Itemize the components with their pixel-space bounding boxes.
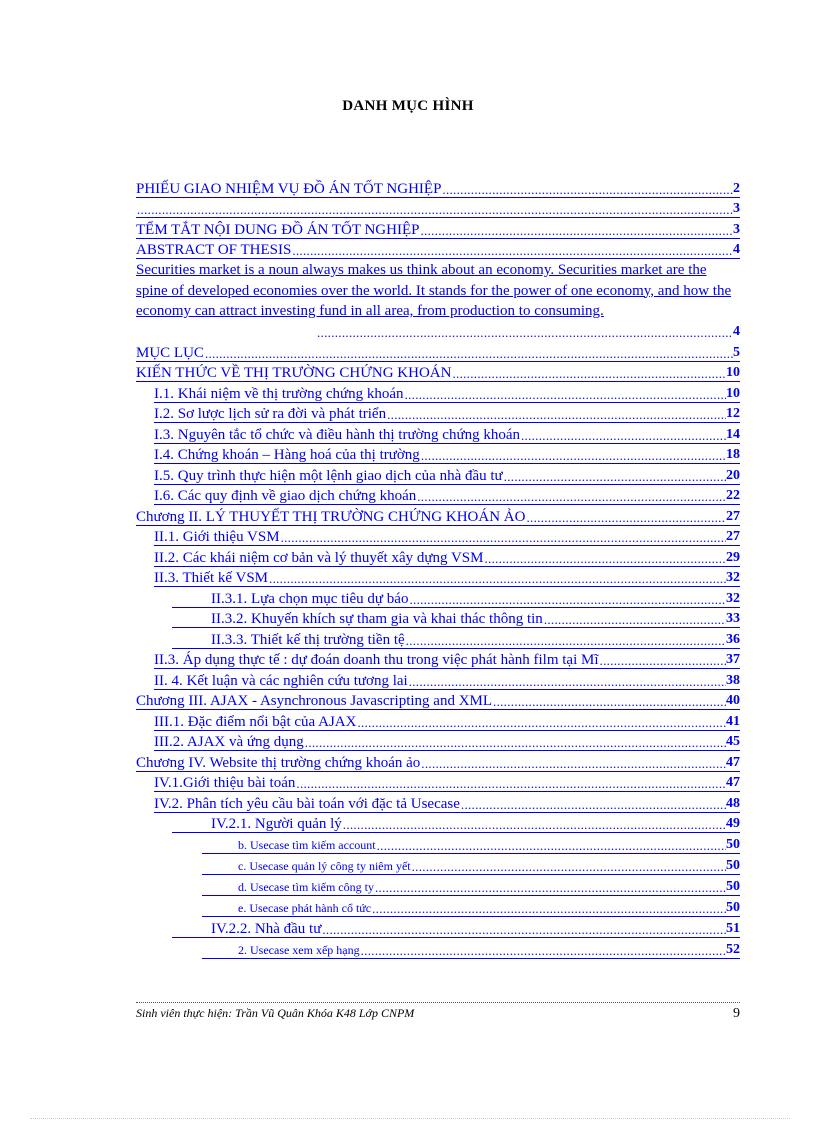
toc-page-number: 47	[726, 754, 740, 770]
toc-underline	[154, 750, 740, 751]
footer-divider	[136, 1002, 740, 1003]
toc-entry-text: I.4. Chứng khoán – Hàng hoá của thị trường	[154, 447, 420, 463]
toc-entry-text: I.5. Quy trình thực hiện một lệnh giao dịch của nhà đầu tư	[154, 467, 503, 484]
toc-entry[interactable]	[136, 588, 740, 609]
toc-entry[interactable]	[136, 939, 740, 960]
toc-entry[interactable]	[136, 732, 740, 753]
toc-page-number: 49	[726, 816, 740, 831]
toc-page-number: 20	[726, 467, 740, 483]
toc-underline	[154, 668, 740, 669]
toc-underline	[154, 504, 740, 505]
toc-entry[interactable]	[136, 342, 740, 363]
toc-underline	[136, 197, 740, 198]
toc-entry[interactable]	[136, 609, 740, 630]
toc-underline	[136, 361, 740, 362]
toc-entry-text: II.1. Giới thiệu VSM	[154, 529, 280, 545]
toc-entry-leader-line	[136, 322, 740, 343]
toc-page-number: 50	[726, 879, 740, 894]
toc-entry-text: I.3. Nguyên tắc tổ chức và điều hành thị trường chứng khoán	[154, 426, 520, 443]
toc-underline	[172, 648, 740, 649]
toc-entry-text: IV.2.2. Nhà đầu tư	[211, 920, 322, 937]
toc-underline	[154, 689, 740, 690]
toc-page-number: 48	[726, 795, 740, 811]
toc-underline	[202, 916, 740, 917]
toc-underline	[172, 937, 740, 938]
toc-entry[interactable]	[136, 568, 740, 589]
toc-entry[interactable]	[136, 219, 740, 240]
toc-entry-text: I.2. Sơ lược lịch sử ra đời và phát triển	[154, 406, 387, 422]
toc-page-number: 10	[726, 385, 740, 401]
toc-entry-text: Chương IV. Website thị trường chứng khoán ảo	[136, 754, 421, 771]
toc-underline	[154, 463, 740, 464]
toc-underline	[202, 958, 740, 959]
toc-entry[interactable]	[136, 650, 740, 671]
toc-entry[interactable]	[136, 773, 740, 794]
toc-entry-text: MỤC LỤC	[136, 344, 204, 361]
toc-underline	[154, 402, 740, 403]
toc-entry[interactable]	[136, 363, 740, 384]
toc-underline	[202, 874, 740, 875]
toc-page-number: 4	[733, 324, 740, 339]
toc-page-number: 2	[733, 180, 740, 196]
toc-underline	[154, 730, 740, 731]
toc-entry-text: TỂM TẮT NỘI DUNG ĐỒ ÁN TỐT NGHIỆP	[136, 221, 420, 238]
page-footer	[136, 1006, 740, 1022]
toc-entry[interactable]	[136, 240, 740, 261]
toc-entry[interactable]	[136, 506, 740, 527]
toc-entry[interactable]	[136, 855, 740, 876]
toc-entry[interactable]	[136, 445, 740, 466]
toc-underline	[154, 586, 740, 587]
page-title: DANH MỤC HÌNH	[342, 98, 474, 114]
toc-page-number: 5	[733, 344, 740, 360]
toc-page-number: 33	[726, 611, 740, 626]
toc-page-number: 3	[733, 221, 740, 237]
toc-underline	[172, 607, 740, 608]
toc-entry[interactable]	[136, 814, 740, 835]
toc-page-number: 45	[726, 734, 740, 749]
toc-page-number: 36	[726, 631, 740, 647]
toc-entry-text: II.2. Các khái niệm cơ bản và lý thuyết xây dựng VSM	[154, 549, 484, 566]
toc-entry[interactable]	[136, 691, 740, 712]
toc-underline	[136, 771, 740, 772]
toc-entry[interactable]	[136, 404, 740, 425]
toc-entry[interactable]	[136, 527, 740, 548]
toc-entry-text: II.3.3. Thiết kế thị trường tiền tệ	[211, 631, 405, 648]
toc-page-number: 52	[726, 941, 740, 957]
toc-entry[interactable]	[136, 670, 740, 691]
toc-entry-text: II. 4. Kết luận và các nghiên cứu tương lai	[154, 672, 408, 689]
toc-entry[interactable]	[136, 424, 740, 445]
toc-page-number: 10	[726, 365, 740, 380]
toc-entry-text: II.3.1. Lựa chọn mục tiêu dự báo	[211, 590, 409, 607]
toc-underline	[136, 217, 740, 218]
toc-page-number: 51	[726, 920, 740, 936]
toc-entry-text: d. Usecase tìm kiếm công ty	[238, 880, 374, 894]
toc-dot-leader	[316, 324, 733, 342]
toc-underline	[154, 545, 740, 546]
toc-entry-text: I.1. Khái niệm về thị trường chứng khoán	[154, 385, 404, 402]
toc-page-number: 50	[726, 900, 740, 915]
toc-page-number: 18	[726, 447, 740, 462]
toc-entry-text: PHIẾU GIAO NHIỆM VỤ ĐỒ ÁN TỐT NGHIỆP	[136, 180, 442, 197]
table-of-contents	[136, 178, 740, 960]
toc-entry-text: KIẾN THỨC VỀ THỊ TRƯỜNG CHỨNG KHOÁN	[136, 365, 452, 381]
toc-entry-text: e. Usecase phát hành cổ tức	[238, 901, 372, 915]
toc-page-number: 50	[726, 837, 740, 852]
toc-page-number: 3	[733, 201, 740, 216]
page-bottom-divider	[30, 1118, 790, 1119]
toc-underline	[136, 525, 740, 526]
toc-page-number: 27	[726, 508, 740, 524]
toc-entry-text: Securities market is a noun always makes us think about an economy. Securities market are the spine of developed economies over the world. It stands for the power of one economy, and how the economy can attract investing fund in all area, from production to consuming.	[136, 262, 732, 319]
footer-page-number: 9	[733, 1006, 740, 1021]
toc-entry-text: Chương III. AJAX - Asynchronous Javascripting and XML	[136, 693, 493, 709]
toc-underline	[136, 709, 740, 710]
toc-underline	[154, 422, 740, 423]
toc-page-number: 27	[726, 529, 740, 544]
toc-page-number: 14	[726, 426, 740, 442]
toc-entry-text: ABSTRACT OF THESIS	[136, 242, 292, 258]
toc-page-number: 32	[726, 590, 740, 606]
toc-entry-text: IV.1.Giới thiệu bài toán	[154, 775, 296, 791]
toc-entry[interactable]	[136, 629, 740, 650]
toc-page-number: 47	[726, 775, 740, 790]
toc-entry-text: III.1. Đặc điểm nổi bật của AJAX	[154, 713, 357, 730]
toc-underline	[154, 812, 740, 813]
toc-entry-text: II.3.2. Khuyến khích sự tham gia và khai thác thông tin	[211, 611, 543, 627]
toc-underline	[202, 853, 740, 854]
toc-entry[interactable]	[136, 752, 740, 773]
toc-underline	[154, 443, 740, 444]
toc-entry-text: b. Usecase tìm kiếm account	[238, 838, 376, 852]
toc-page-number: 4	[733, 242, 740, 257]
toc-page-number: 22	[726, 488, 740, 503]
toc-entry[interactable]	[136, 260, 740, 342]
footer-author: Sinh viên thực hiện: Trần Vũ Quân Khóa K48 Lớp CNPM	[136, 1006, 415, 1020]
toc-page-number: 41	[726, 713, 740, 729]
toc-entry-text: II.3. Áp dụng thực tế : dự đoán doanh thu trong việc phát hành film tại Mĩ	[154, 652, 599, 668]
toc-page-number: 50	[726, 858, 740, 873]
toc-entry[interactable]	[136, 178, 740, 199]
toc-entry[interactable]	[136, 918, 740, 939]
toc-entry[interactable]	[136, 199, 740, 220]
toc-entry-text: c. Usecase quản lý công ty niêm yết	[238, 859, 411, 873]
toc-underline	[136, 381, 740, 382]
toc-entry[interactable]	[136, 834, 740, 855]
toc-page-number: 38	[726, 672, 740, 688]
toc-entry-text: Chương II. LÝ THUYẾT THỊ TRƯỜNG CHỨNG KHOÁN ẢO	[136, 508, 526, 525]
toc-page-number: 12	[726, 406, 740, 421]
toc-entry-text: IV.2. Phân tích yêu cầu bài toán với đặc tả Usecase	[154, 795, 460, 812]
toc-underline	[154, 484, 740, 485]
toc-underline	[202, 895, 740, 896]
toc-entry[interactable]	[136, 793, 740, 814]
toc-page-number: 40	[726, 693, 740, 708]
toc-underline	[136, 258, 740, 259]
toc-underline	[136, 238, 740, 239]
toc-entry[interactable]	[136, 547, 740, 568]
toc-underline	[172, 832, 740, 833]
toc-entry-text: 2. Usecase xem xếp hạng	[238, 942, 360, 957]
toc-entry[interactable]	[136, 711, 740, 732]
toc-entry-text: IV.2.1. Người quản lý	[211, 816, 342, 832]
toc-page-number: 37	[726, 652, 740, 667]
toc-entry[interactable]	[136, 876, 740, 897]
toc-underline	[154, 791, 740, 792]
toc-entry[interactable]	[136, 383, 740, 404]
toc-entry-text: I.6. Các quy định về giao dịch chứng khoán	[154, 488, 417, 504]
toc-entry[interactable]	[136, 465, 740, 486]
toc-entry-text: II.3. Thiết kế VSM	[154, 570, 269, 586]
toc-entry-text: III.2. AJAX và ứng dụng	[154, 734, 304, 750]
toc-page-number: 32	[726, 570, 740, 585]
toc-underline	[172, 627, 740, 628]
toc-page-number: 29	[726, 549, 740, 565]
toc-entry[interactable]	[136, 486, 740, 507]
toc-underline	[154, 566, 740, 567]
toc-entry[interactable]	[136, 897, 740, 918]
